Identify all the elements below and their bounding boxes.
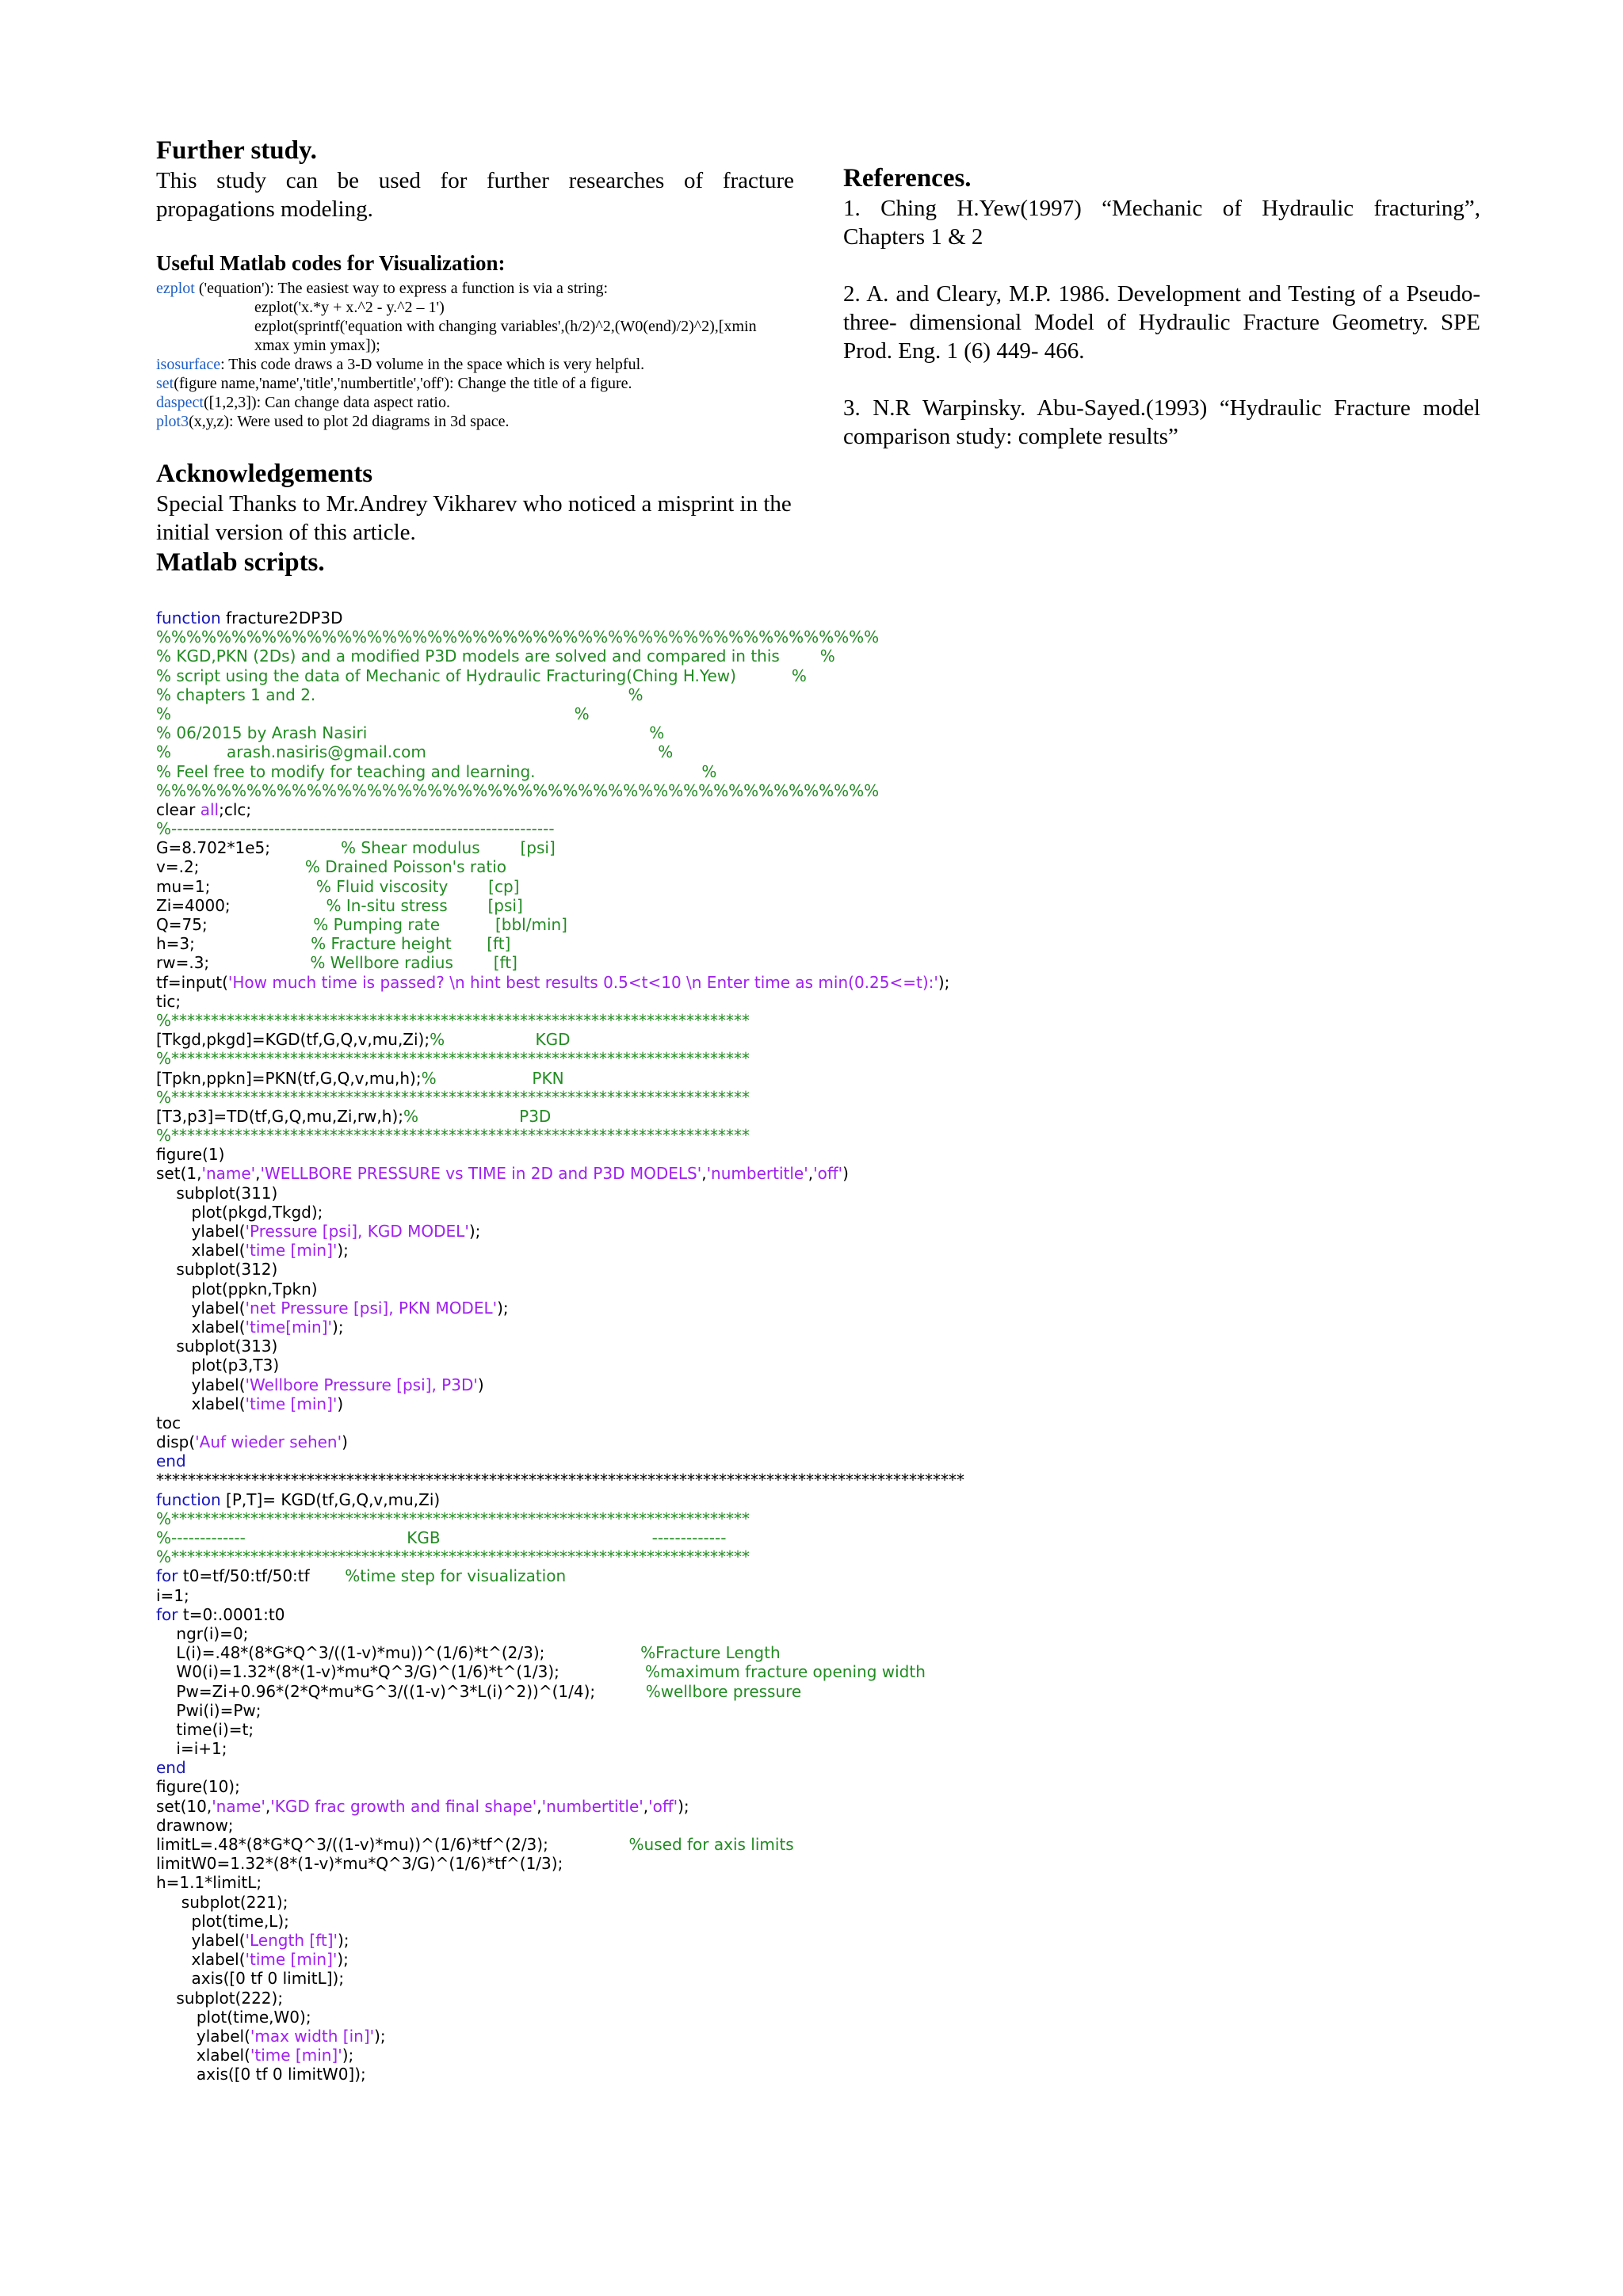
useful-code-item: [156, 374, 794, 393]
code-token: ylabel(: [156, 1375, 246, 1394]
code-token: 'time [min]': [250, 2046, 342, 2065]
function-description: : This code draws a 3-D volume in the space which is very helpful.: [220, 356, 645, 373]
code-token: mu=1;: [156, 876, 316, 896]
code-line: [156, 838, 964, 857]
code-token: % Pumping rate [bbl/min]: [313, 915, 567, 934]
acknowledgements-heading: Acknowledgements: [156, 460, 373, 488]
code-line: [156, 685, 964, 704]
code-token: %*************************************************************************: [156, 1508, 750, 1528]
code-token: 'time [min]': [245, 1950, 338, 1970]
code-line: [156, 1701, 964, 1720]
code-token: rw=.3;: [156, 953, 311, 973]
code-line: [156, 973, 964, 992]
code-token: %Fracture Length: [640, 1643, 781, 1663]
code-token: % Wellbore radius [ft]: [310, 953, 517, 973]
code-line: [156, 1873, 964, 1892]
code-line: [156, 1260, 964, 1279]
code-token: %*************************************************************************: [156, 1010, 750, 1030]
code-line: [156, 896, 964, 915]
code-line: [156, 1758, 964, 1777]
code-token: set(1,: [156, 1164, 202, 1184]
code-token: 'time [min]': [245, 1394, 338, 1413]
code-token: function: [156, 608, 221, 627]
code-line: [156, 781, 964, 800]
code-line: [156, 857, 964, 876]
code-line: [156, 1432, 964, 1451]
code-line: [156, 934, 964, 953]
further-study-text: This study can be used for further researches of fracture propagations modeling.: [156, 168, 794, 222]
reference-item: 1. Ching H.Yew(1997) “Mechanic of Hydraulic fracturing”, Chapters 1 & 2: [843, 196, 1480, 250]
code-token: ylabel(: [156, 2026, 250, 2046]
code-token: 'time[min]': [245, 1317, 333, 1337]
code-line: [156, 704, 964, 723]
code-token: toc: [156, 1413, 181, 1432]
code-line: [156, 1145, 964, 1164]
code-token: G=8.702*1e5;: [156, 838, 342, 858]
code-token: % chapters 1 and 2. %: [156, 685, 643, 704]
code-token: clear: [156, 799, 200, 819]
code-line: [156, 1662, 964, 1681]
further-study-section: [156, 135, 794, 223]
acknowledgements-text: Special Thanks to Mr.Andrey Vikharev who noticed a misprint in the initial version of this article.: [156, 491, 792, 545]
code-token: 'name': [201, 1164, 256, 1184]
code-line: [156, 1893, 964, 1912]
code-token: h=1.1*limitL;: [156, 1873, 262, 1893]
code-token: Q=75;: [156, 915, 314, 934]
code-token: Zi=4000;: [156, 895, 322, 915]
code-token: % KGD: [430, 1030, 571, 1050]
code-line: [156, 953, 964, 972]
code-token: 'name': [212, 1796, 265, 1816]
acknowledgements-section: [156, 458, 794, 578]
code-token: % 06/2015 by Arash Nasiri %: [156, 723, 665, 743]
code-token: % Shear modulus [psi]: [341, 838, 556, 858]
code-line: [156, 666, 964, 685]
useful-code-item: [156, 355, 794, 374]
code-token: i=i+1;: [156, 1739, 227, 1759]
code-token: [T3,p3]=TD(tf,G,Q,mu,Zi,rw,h);: [156, 1106, 403, 1126]
code-line: [156, 1280, 964, 1299]
code-token: for: [156, 1604, 178, 1624]
code-token: %*************************************************************************: [156, 1087, 750, 1107]
code-token: % Feel free to modify for teaching and learning. %: [156, 761, 717, 781]
code-token: disp(: [156, 1432, 196, 1452]
code-token: % Drained Poisson's ratio: [304, 857, 507, 877]
code-token: %*************************************************************************: [156, 1547, 750, 1567]
function-name: isosurface: [156, 356, 221, 373]
code-token: ): [337, 1394, 344, 1413]
useful-codes-list: [156, 279, 794, 431]
code-token: 'KGD frac growth and final shape': [270, 1796, 537, 1816]
code-token: plot(pkgd,Tkgd);: [156, 1202, 323, 1222]
further-study-heading: Further study.: [156, 136, 317, 165]
code-token: % KGD,PKN (2Ds) and a modified P3D models are solved and compared in this %: [156, 646, 835, 666]
code-line: [156, 1624, 964, 1643]
code-token: %wellbore pressure: [645, 1681, 802, 1701]
code-token: ylabel(: [156, 1298, 246, 1318]
useful-code-item: [156, 412, 794, 431]
code-token: 'Pressure [psi], KGD MODEL': [245, 1222, 469, 1241]
code-token: subplot(311): [156, 1183, 278, 1203]
code-line: [156, 1049, 964, 1068]
code-token: );: [497, 1298, 509, 1318]
code-token: ,: [643, 1796, 649, 1816]
code-line: [156, 1011, 964, 1030]
code-token: axis([0 tf 0 limitW0]);: [156, 2065, 366, 2084]
code-token: 'Length [ft]': [245, 1930, 338, 1950]
code-token: [Tkgd,pkgd]=KGD(tf,G,Q,v,mu,Zi);: [156, 1030, 430, 1050]
code-token: i=1;: [156, 1585, 189, 1605]
code-token: for: [156, 1566, 178, 1586]
code-token: figure(10);: [156, 1777, 240, 1797]
code-line: [156, 1299, 964, 1318]
code-token: subplot(313): [156, 1337, 278, 1356]
code-line: [156, 608, 964, 627]
code-token: 'Wellbore Pressure [psi], P3D': [245, 1375, 478, 1394]
code-line: [156, 1643, 964, 1662]
code-token: %*************************************************************************: [156, 1049, 750, 1069]
code-token: ): [342, 1432, 348, 1452]
code-token: 'off': [813, 1164, 843, 1184]
code-token: ,: [537, 1796, 542, 1816]
code-token: % PKN: [421, 1068, 564, 1088]
code-token: axis([0 tf 0 limitL]);: [156, 1969, 345, 1989]
code-token: ;clc;: [219, 799, 252, 819]
code-token: [Tpkn,ppkn]=PKN(tf,G,Q,v,mu,h);: [156, 1068, 422, 1088]
code-line: [156, 1164, 964, 1183]
code-token: W0(i)=1.32*(8*(1-v)*mu*Q^3/G)^(1/6)*t^(1/3);: [156, 1662, 645, 1682]
code-token: figure(1): [156, 1145, 225, 1165]
code-line: [156, 819, 964, 838]
code-line: [156, 877, 964, 896]
code-line: [156, 1337, 964, 1356]
code-line: [156, 723, 964, 742]
code-line: [156, 1394, 964, 1413]
code-token: subplot(312): [156, 1260, 278, 1280]
code-token: %%%%%%%%%%%%%%%%%%%%%%%%%%%%%%%%%%%%%%%%%%%%%%%%: [156, 780, 880, 800]
code-line: [156, 1835, 964, 1854]
function-description: (figure name,'name','title','numbertitle','off'): Change the title of a figure.: [174, 375, 632, 392]
code-token: 'Auf wieder sehen': [195, 1432, 342, 1452]
code-token: 'off': [648, 1796, 678, 1816]
code-token: % Fracture height [ft]: [305, 934, 511, 954]
code-token: plot(time,L);: [156, 1911, 289, 1931]
code-token: tic;: [156, 991, 181, 1011]
code-token: );: [337, 1950, 349, 1970]
references-heading: References.: [843, 164, 972, 193]
code-token: %maximum fracture opening width: [644, 1662, 926, 1682]
code-line: [156, 742, 964, 761]
code-token: 'WELLBORE PRESSURE vs TIME in 2D and P3D MODELS': [260, 1164, 702, 1184]
code-line: [156, 915, 964, 934]
code-line: [156, 1816, 964, 1835]
code-token: plot(p3,T3): [156, 1356, 280, 1375]
code-line: [156, 1241, 964, 1260]
useful-code-item: ezplot(sprintf('equation with changing variables',(h/2)^2,(W0(end)/2)^2),[xmin xmax ymin ymax]);: [254, 318, 757, 354]
reference-item: 2. A. and Cleary, M.P. 1986. Development and Testing of a Pseudo-three- dimensional Model of Hydraulic Fracture Geometry. SPE Prod. Eng. 1 (6) 449- 466.: [843, 281, 1480, 364]
code-token: xlabel(: [156, 1394, 246, 1413]
function-description: ('equation'): The easiest way to express a function is via a string:: [194, 280, 609, 297]
code-line: [156, 1126, 964, 1145]
code-line: [156, 800, 964, 819]
code-token: end: [156, 1758, 186, 1778]
code-line: [156, 627, 964, 646]
function-description: (x,y,z): Were used to plot 2d diagrams in 3d space.: [189, 413, 510, 430]
code-token: xlabel(: [156, 1241, 246, 1261]
code-line: [156, 1566, 964, 1585]
code-token: limitW0=1.32*(8*(1-v)*mu*Q^3/G)^(1/6)*tf^(1/3);: [156, 1854, 563, 1874]
code-line: [156, 2065, 964, 2084]
code-line: [156, 1203, 964, 1222]
code-token: ,: [265, 1796, 271, 1816]
code-line: [156, 1490, 964, 1509]
code-line: [156, 2027, 964, 2046]
matlab-scripts-heading: Matlab scripts.: [156, 548, 325, 577]
code-token: 'time [min]': [245, 1241, 338, 1261]
code-token: xlabel(: [156, 2046, 250, 2065]
code-token: );: [374, 2026, 386, 2046]
code-line: [156, 2008, 964, 2027]
useful-code-item: ezplot('x.*y + x.^2 - y.^2 – 1'): [254, 299, 445, 316]
code-line: [156, 1509, 964, 1528]
code-token: );: [468, 1222, 481, 1241]
function-name: plot3: [156, 413, 189, 430]
code-line: [156, 1854, 964, 1873]
code-token: %*************************************************************************: [156, 1126, 750, 1146]
useful-code-item: [156, 279, 794, 298]
code-token: % In-situ stress [psi]: [321, 895, 523, 915]
code-token: limitL=.48*(8*G*Q^3/((1-v)*mu))^(1/6)*tf^(2/3);: [156, 1835, 629, 1854]
code-token: %used for axis limits: [628, 1835, 794, 1854]
code-token: ,: [701, 1164, 707, 1184]
useful-code-item: [156, 393, 794, 412]
code-token: plot(ppkn,Tpkn): [156, 1279, 318, 1299]
code-line: [156, 1528, 964, 1547]
code-line: [156, 1470, 964, 1489]
code-line: [156, 1222, 964, 1241]
code-token: % %: [156, 704, 590, 723]
code-token: % arash.nasiris@gmail.com %: [156, 742, 674, 762]
code-token: subplot(221);: [156, 1892, 288, 1912]
code-token: function: [156, 1489, 221, 1509]
code-token: ylabel(: [156, 1222, 246, 1241]
code-token: );: [342, 2046, 354, 2065]
code-token: t=0:.0001:t0: [178, 1604, 285, 1624]
code-token: drawnow;: [156, 1815, 234, 1835]
code-line: [156, 1682, 964, 1701]
code-token: set(10,: [156, 1796, 212, 1816]
function-description: ([1,2,3]): Can change data aspect ratio.: [203, 394, 450, 411]
code-line: [156, 1318, 964, 1337]
code-token: v=.2;: [156, 857, 305, 877]
code-token: 'numbertitle': [706, 1164, 808, 1184]
code-token: ,: [255, 1164, 261, 1184]
code-token: all: [200, 799, 220, 819]
left-column: [156, 135, 794, 578]
code-token: 'max width [in]': [250, 2026, 375, 2046]
code-line: [156, 762, 964, 781]
code-line: [156, 1107, 964, 1126]
code-token: %------------- KGB -------------: [156, 1528, 727, 1547]
code-line: [156, 1451, 964, 1470]
code-token: end: [156, 1451, 186, 1471]
matlab-code-block: [156, 608, 964, 2084]
code-line: [156, 1586, 964, 1605]
code-line: [156, 1989, 964, 2008]
code-token: tf=input(: [156, 972, 228, 992]
code-token: fracture2DP3D: [220, 608, 343, 627]
code-token: ): [477, 1375, 484, 1394]
code-token: subplot(222);: [156, 1988, 284, 2008]
code-token: );: [678, 1796, 689, 1816]
code-line: [156, 1030, 964, 1049]
code-token: xlabel(: [156, 1317, 246, 1337]
code-line: [156, 1720, 964, 1739]
code-token: %%%%%%%%%%%%%%%%%%%%%%%%%%%%%%%%%%%%%%%%%%%%%%%%: [156, 627, 880, 647]
code-token: 'How much time is passed? \n hint best results 0.5<t<10 \n Enter time as min(0.25<=t):': [227, 972, 938, 992]
function-name: set: [156, 375, 174, 392]
code-token: Pw=Zi+0.96*(2*Q*mu*G^3/((1-v)^3*L(i)^2))^(1/4);: [156, 1681, 646, 1701]
code-line: [156, 1931, 964, 1950]
code-token: );: [338, 1930, 349, 1950]
code-line: [156, 1069, 964, 1088]
code-line: [156, 2046, 964, 2065]
code-line: [156, 1413, 964, 1432]
code-token: );: [337, 1241, 349, 1261]
code-line: [156, 1088, 964, 1107]
code-line: [156, 1547, 964, 1566]
useful-codes-section: [156, 250, 794, 431]
code-token: %time step for visualization: [345, 1566, 567, 1586]
code-line: [156, 1739, 964, 1758]
reference-item: 3. N.R Warpinsky. Abu-Sayed.(1993) “Hydraulic Fracture model comparison study: complete results”: [843, 395, 1480, 449]
code-token: [P,T]= KGD(tf,G,Q,v,mu,Zi): [220, 1489, 441, 1509]
function-name: daspect: [156, 394, 204, 411]
references-section: [843, 162, 1480, 479]
code-token: % script using the data of Mechanic of Hydraulic Fracturing(Ching H.Yew) %: [156, 666, 807, 685]
code-token: ylabel(: [156, 1930, 246, 1950]
code-token: ngr(i)=0;: [156, 1623, 249, 1643]
code-token: % P3D: [403, 1106, 552, 1126]
code-token: 'numbertitle': [541, 1796, 643, 1816]
code-line: [156, 1356, 964, 1375]
code-token: time(i)=t;: [156, 1719, 254, 1739]
code-token: t0=tf/50:tf/50:tf: [178, 1566, 346, 1586]
code-token: % Fluid viscosity [cp]: [315, 876, 520, 896]
code-token: xlabel(: [156, 1950, 246, 1970]
useful-codes-heading: Useful Matlab codes for Visualization:: [156, 251, 506, 275]
code-line: [156, 1375, 964, 1394]
code-line: [156, 1777, 964, 1796]
code-line: [156, 1184, 964, 1203]
code-line: [156, 992, 964, 1011]
code-token: 'net Pressure [psi], PKN MODEL': [245, 1298, 498, 1318]
code-token: plot(time,W0);: [156, 2007, 311, 2027]
code-line: [156, 1605, 964, 1624]
code-token: %-------------------------------------------------------------------: [156, 819, 555, 839]
code-line: [156, 646, 964, 666]
code-line: [156, 1797, 964, 1816]
code-token: );: [332, 1317, 344, 1337]
code-token: Pwi(i)=Pw;: [156, 1700, 262, 1720]
code-token: ,: [808, 1164, 814, 1184]
code-token: L(i)=.48*(8*G*Q^3/((1-v)*mu))^(1/6)*t^(2/3);: [156, 1643, 641, 1663]
code-line: [156, 1969, 964, 1988]
code-token: ******************************************************************************************************: [156, 1470, 964, 1490]
code-line: [156, 1912, 964, 1931]
code-token: ): [842, 1164, 849, 1184]
function-name: ezplot: [156, 280, 195, 297]
code-token: h=3;: [156, 934, 306, 954]
code-line: [156, 1950, 964, 1969]
code-token: );: [938, 972, 950, 992]
